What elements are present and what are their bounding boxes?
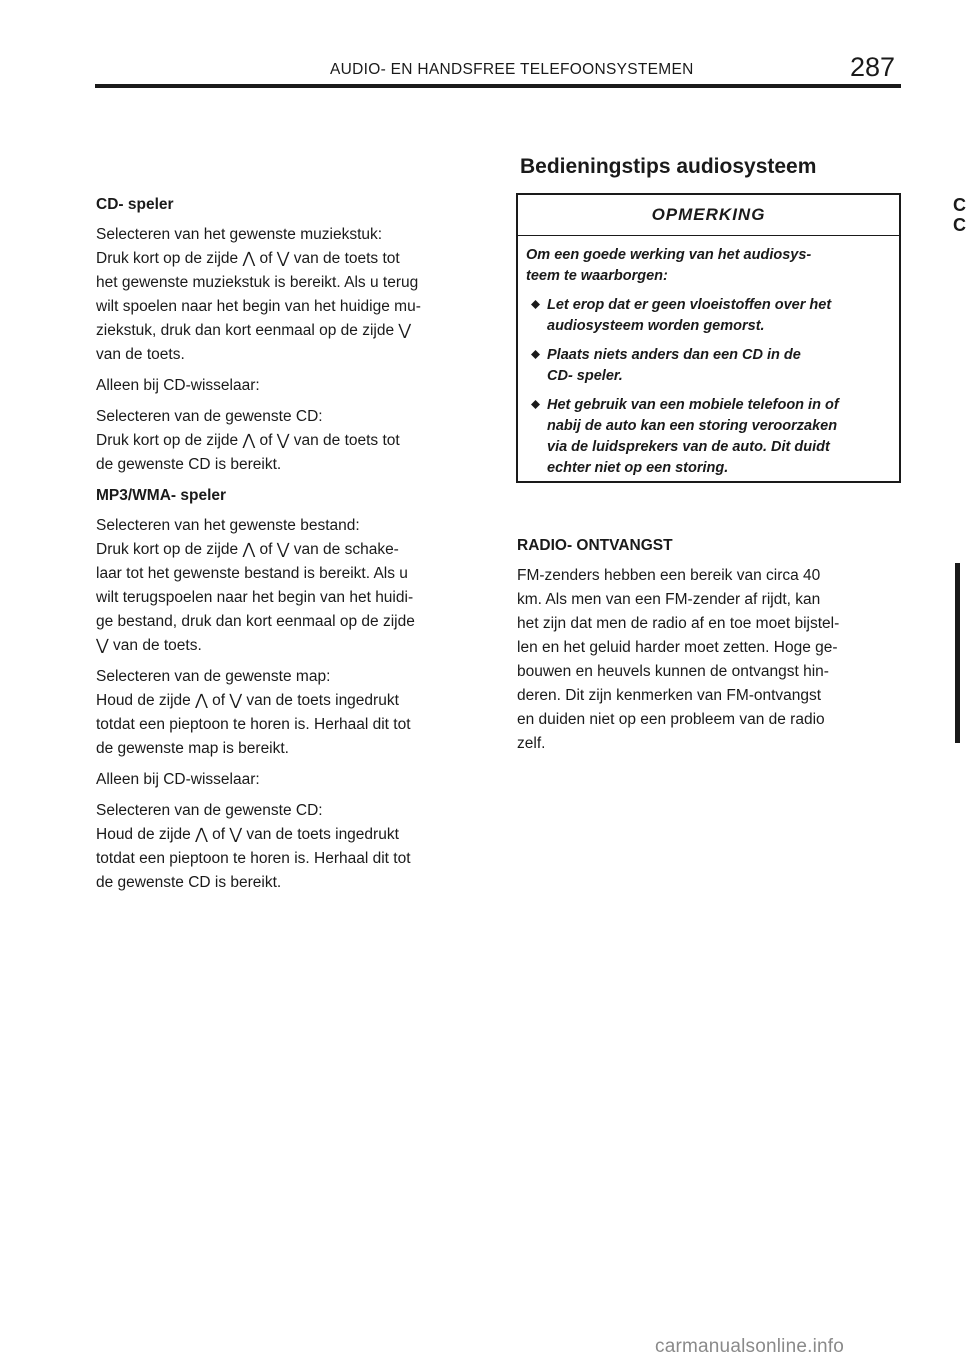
left-paragraph [96, 223, 481, 367]
radio-heading: RADIO‑ ONTVANGST [517, 537, 673, 554]
section-title: Bedieningstips audiosysteem [520, 155, 817, 178]
text-line: totdat een pieptoon te horen is. Herhaal dit tot [96, 850, 411, 867]
radio-line: deren. Dit zijn kenmerken van FM‑ontvangst [517, 687, 822, 704]
note-intro-line: Om een goede werking van het audiosys- [526, 247, 812, 263]
radio-line: het zijn dat men de radio af en toe moet bijstel- [517, 615, 840, 632]
text-line: de gewenste map is bereikt. [96, 740, 289, 757]
note-body [518, 236, 899, 479]
text-line: Houd de zijde ⋀ of ⋁ van de toets ingedrukt [96, 692, 399, 709]
text-line: Alleen bij CD‑wisselaar: [96, 377, 260, 394]
radio-line: len en het geluid harder moet zetten. Hoge ge- [517, 639, 838, 656]
note-bullet [526, 395, 891, 479]
diamond-bullet-icon [531, 300, 540, 309]
radio-line: FM‑zenders hebben een bereik van circa 40 [517, 567, 821, 584]
note-bullet-line: via de luidsprekers van de auto. Dit duidt [547, 439, 830, 455]
radio-line: en duiden niet op een probleem van de radio [517, 711, 825, 728]
text-line: het gewenste muziekstuk is bereikt. Als u terug [96, 274, 419, 291]
text-line: Druk kort op de zijde ⋀ of ⋁ van de schake- [96, 541, 399, 558]
radio-line: km. Als men van een FM‑zender af rijdt, kan [517, 591, 821, 608]
note-bullet-line: Het gebruik van een mobiele telefoon in of [547, 397, 839, 413]
diamond-bullet-icon [531, 350, 540, 359]
text-line: Selecteren van de gewenste CD: [96, 802, 323, 819]
note-bullet-line: Plaats niets anders dan een CD in de [547, 347, 801, 363]
text-line: totdat een pieptoon te horen is. Herhaal dit tot [96, 716, 411, 733]
text-line: de gewenste CD is bereikt. [96, 874, 282, 891]
left-paragraph [96, 405, 481, 477]
header-rule [95, 84, 901, 88]
text-line: Selecteren van het gewenste bestand: [96, 517, 360, 534]
left-paragraph [96, 514, 481, 658]
text-line: Selecteren van de gewenste CD: [96, 408, 323, 425]
text-line: ziekstuk, druk dan kort eenmaal op de zijde ⋁ [96, 322, 412, 339]
note-bullet [526, 295, 891, 337]
header-title: AUDIO‑ EN HANDSFREE TELEFOONSYSTEMEN [330, 61, 694, 78]
text-line: Alleen bij CD‑wisselaar: [96, 771, 260, 788]
text-line: CD‑ speler [96, 196, 174, 213]
radio-section [517, 534, 902, 756]
note-bullet-line: Let erop dat er geen vloeistoffen over het [547, 297, 832, 313]
note-intro [526, 245, 891, 287]
text-line: Selecteren van de gewenste map: [96, 668, 331, 685]
note-title: OPMERKING [518, 195, 899, 236]
radio-paragraph [517, 564, 902, 756]
radio-line: bouwen en heuvels kunnen de ontvangst hin- [517, 663, 829, 680]
radio-line: zelf. [517, 735, 546, 752]
text-line: ge bestand, druk dan kort eenmaal op de zijde [96, 613, 415, 630]
left-paragraph [96, 665, 481, 761]
text-line: de gewenste CD is bereikt. [96, 456, 282, 473]
note-bullet-line: audiosysteem worden gemorst. [547, 318, 765, 334]
left-paragraph [96, 768, 481, 792]
text-line: wilt terugspoelen naar het begin van het huidi- [96, 589, 414, 606]
text-line: Houd de zijde ⋀ of ⋁ van de toets ingedrukt [96, 826, 399, 843]
note-bullets [526, 295, 891, 479]
edge-fragment-2: C [953, 215, 966, 235]
left-paragraph [96, 374, 481, 398]
note-bullet [526, 345, 891, 387]
text-line: laar tot het gewenste bestand is bereikt. Als u [96, 565, 408, 582]
text-line: ⋁ van de toets. [96, 637, 202, 654]
note-box [516, 193, 901, 483]
text-line: MP3/WMA‑ speler [96, 487, 227, 504]
footer-watermark: carmanualsonline.info [655, 1336, 845, 1357]
left-heading [96, 193, 481, 217]
page-number: 287 [850, 52, 896, 82]
text-line: van de toets. [96, 346, 185, 363]
note-bullet-line: echter niet op een storing. [547, 460, 729, 476]
diamond-bullet-icon [531, 400, 540, 409]
text-line: Selecteren van het gewenste muziekstuk: [96, 226, 383, 243]
left-column [96, 193, 481, 902]
edge-fragment-1: C [953, 195, 966, 215]
note-bullet-line: nabij de auto kan een storing veroorzaken [547, 418, 838, 434]
text-line: wilt spoelen naar het begin van het huidige mu- [96, 298, 421, 315]
left-heading [96, 484, 481, 508]
edge-tab-bar [955, 563, 960, 743]
text-line: Druk kort op de zijde ⋀ of ⋁ van de toets tot [96, 432, 400, 449]
text-line: Druk kort op de zijde ⋀ of ⋁ van de toets tot [96, 250, 400, 267]
note-intro-line: teem te waarborgen: [526, 268, 668, 284]
note-bullet-line: CD‑ speler. [547, 368, 623, 384]
left-paragraph [96, 799, 481, 895]
